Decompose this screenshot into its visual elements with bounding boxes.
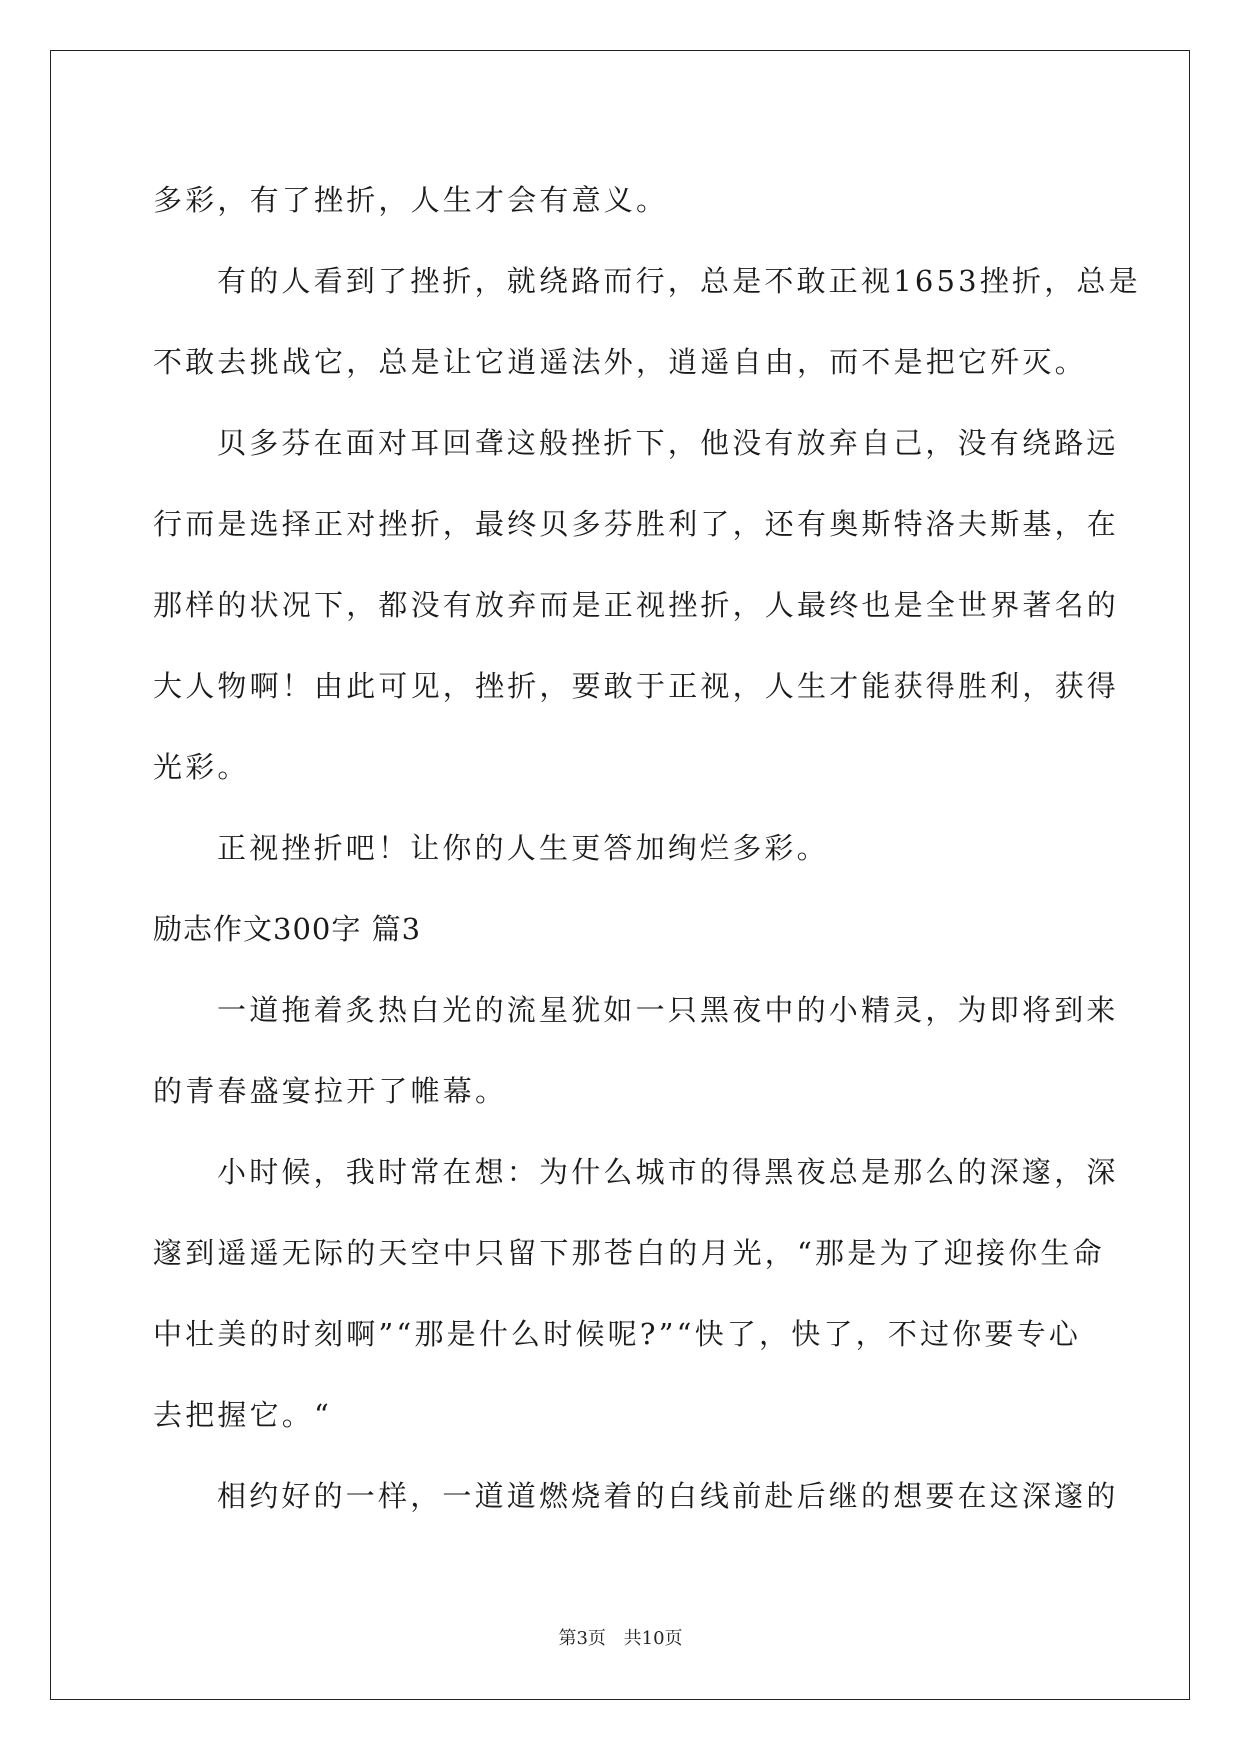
- page-number-current: 第3页: [558, 1628, 606, 1649]
- text-line: 大人物啊！由此可见，挫折，要敢于正视，人生才能获得胜利，获得: [153, 669, 1120, 703]
- paragraph-start-line: 贝多芬在面对耳回聋这般挫折下，他没有放弃自己，没有绕路远: [217, 426, 1119, 460]
- paragraph-start-line: 有的人看到了挫折，就绕路而行，总是不敢正视1653挫折，总是: [217, 264, 1141, 298]
- text-line: 多彩，有了挫折，人生才会有意义。: [153, 183, 669, 217]
- text-line: 去把握它。“: [153, 1398, 333, 1432]
- paragraph-start-line: 一道拖着炙热白光的流星犹如一只黑夜中的小精灵，为即将到来: [217, 993, 1119, 1027]
- page-number-total: 共10页: [623, 1628, 683, 1649]
- paragraph-start-line: 小时候，我时常在想：为什么城市的得黑夜总是那么的深邃，深: [217, 1155, 1119, 1189]
- text-line: 中壮美的时刻啊”“那是什么时候呢?”“快了，快了，不过你要专心: [153, 1317, 1082, 1351]
- text-line: 的青春盛宴拉开了帷幕。: [153, 1074, 508, 1108]
- paragraph-start-line: 正视挫折吧！让你的人生更答加绚烂多彩。: [217, 831, 829, 865]
- text-line: 不敢去挑战它，总是让它逍遥法外，逍遥自由，而不是把它歼灭。: [153, 345, 1087, 379]
- page-footer: [0, 1624, 1241, 1650]
- text-line: 那样的状况下，都没有放弃而是正视挫折，人最终也是全世界著名的: [153, 588, 1120, 622]
- text-line: 光彩。: [153, 750, 250, 784]
- paragraph-start-line: 相约好的一样，一道道燃烧着的白线前赴后继的想要在这深邃的: [217, 1479, 1119, 1513]
- text-line: 行而是选择正对挫折，最终贝多芬胜利了，还有奥斯特洛夫斯基，在: [153, 507, 1120, 541]
- section-heading: 励志作文300字 篇3: [153, 912, 422, 946]
- text-line: 邃到遥遥无际的天空中只留下那苍白的月光，“那是为了迎接你生命: [153, 1236, 1105, 1270]
- document-body: [153, 160, 1141, 1537]
